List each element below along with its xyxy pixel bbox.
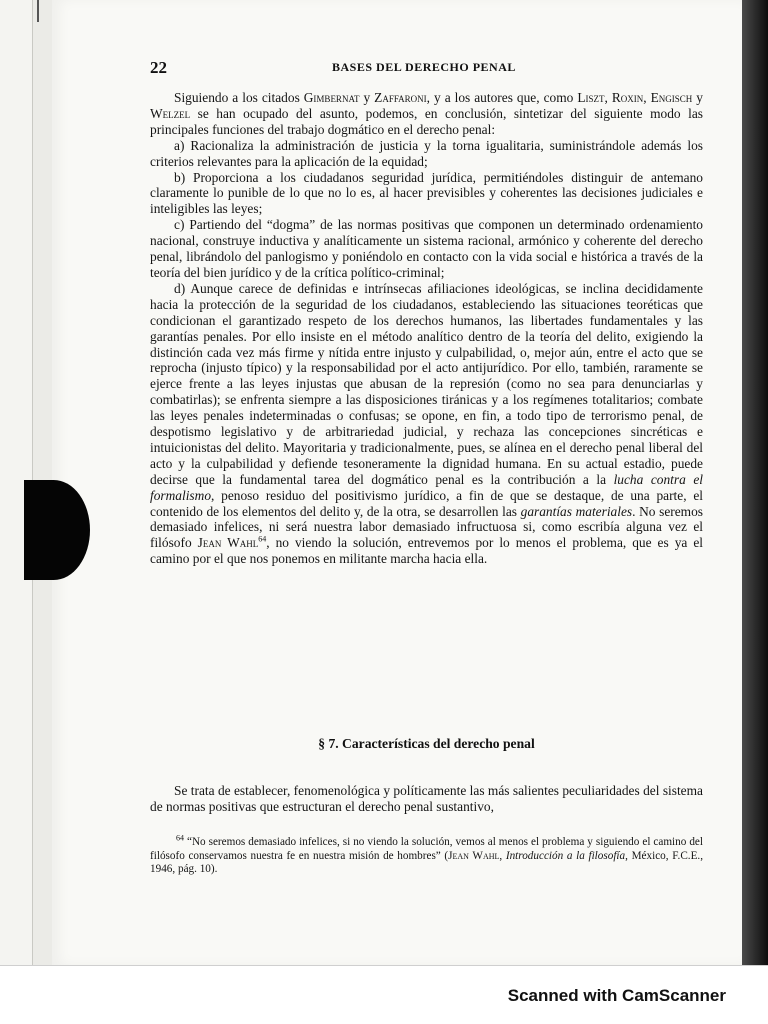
footnote-citation: , México, F.C.E., 1946, pág. 10). xyxy=(150,849,704,876)
intro-mid: , y a los autores que, como xyxy=(426,90,578,105)
page-edge-shadow xyxy=(742,0,768,965)
footnote-book-title: Introducción a la filosofía xyxy=(505,849,626,862)
author-jean-wahl: Jean Wahl xyxy=(197,535,259,551)
section-heading: § 7. Características del derecho penal xyxy=(318,736,535,751)
body-text xyxy=(150,90,703,567)
camscanner-watermark: Scanned with CamScanner xyxy=(507,986,726,1005)
running-head: BASES DEL DERECHO PENAL xyxy=(332,60,516,74)
item-d-italic2: garantías materiales xyxy=(520,503,633,519)
binding-mark xyxy=(37,0,39,22)
list-item-d xyxy=(150,281,703,567)
comma: , xyxy=(499,849,506,862)
footnote-marker: 64 xyxy=(176,833,184,843)
footnote xyxy=(150,833,704,877)
section-intro xyxy=(150,783,703,815)
item-d-part2: , penoso residuo del positivismo jurídico, a fin de que se destaque, de una parte, el contenido de los elementos del delito y, de la otra, se desarrollen las xyxy=(150,487,703,519)
footnote-text xyxy=(150,833,704,877)
conj: y xyxy=(359,90,375,105)
author-welzel: Welzel xyxy=(150,105,191,121)
author-gimbernat: Gimbernat xyxy=(303,90,360,105)
item-d-part3: . No seremos demasiado infelices, ni será nuestra labor demasiado infructuosa si, como escribía alguna vez el filósofo xyxy=(150,503,704,551)
footnote-reference: 64 xyxy=(258,534,267,544)
page-header xyxy=(150,58,703,82)
footnote-author: Jean Wahl xyxy=(448,849,500,862)
author-liszt: Liszt xyxy=(577,90,605,105)
footnote-quote: “No seremos demasiado infelices, si no viendo la solución, vemos al menos el problema y siguiendo el camino del filósofo conservamos nuestra fe en nuestra misión de hombres” ( xyxy=(150,836,703,862)
page-number: 22 xyxy=(150,58,167,77)
comma: , xyxy=(643,90,651,105)
list-item-c: c) Partiendo del “dogma” de las normas positivas que componen un determinado ordenamiento nacional, construye inductiva y analíticamente un sistema racional, armónico y coherente del derecho penal, librándolo del panlogismo y poniéndolo en contacto con la vida social e histórica a través de la teoría del bien jurídico y de la crítica político-criminal; xyxy=(150,217,703,280)
intro-lead: Siguiendo a los citados xyxy=(174,90,304,105)
intro-paragraph xyxy=(150,90,703,138)
scan-bottom-edge xyxy=(0,965,768,966)
intro-rest: se han ocupado del asunto, podemos, en conclusión, sintetizar del siguiente modo las principales funciones del trabajo dogmático en el derecho penal: xyxy=(150,105,703,137)
author-engisch: Engisch xyxy=(650,90,693,105)
author-roxin: Roxin xyxy=(611,90,644,105)
section-intro-text: Se trata de establecer, fenomenológica y políticamente las más salientes peculiaridades del sistema de normas positivas que estructuran el derecho penal sustantivo, xyxy=(150,783,703,814)
conj: y xyxy=(692,90,703,105)
item-d-part1: d) Aunque carece de definidas e intrínsecas afiliaciones ideológicas, se inclina decididamente hacia la protección de la seguridad de los ciudadanos, estableciendo las situaciones teoréticas que condicionan el garantizado respeto de los derechos humanos, las libertades fundamentales y las garantías penales. Por ello insiste en el método analítico dentro de la teoría del delito, exigiendo la distinción cada vez más firme y nítida entre injusto y culpabilidad, o, mejor aún, entre el acto que se reprocha (injusto típico) y la responsabilidad por el acto antijurídico. Por ello, también, raramente se ejerce frente a las leyes injustas que abusan de la represión (como no sea para denunciarlas y combatirlas); se enfrenta siempre a las disposiciones tiránicas y a los regímenes totalitarios; combate las leyes penales indeterminadas o confusas; se opone, en fin, a todo tipo de terrorismo penal, de despotismo legislativo y de arbitrariedad judicial, y rechaza las concepciones sincréticas e intuicionistas del delito. Mayoritaria y tradicionalmente, pues, se alínea en el derecho penal liberal del acto y la culpabilidad y defiende tesoneramente la dignidad humana. En su actual estadio, puede decirse que la fundamental tarea del dogmático penal es la contribución a la xyxy=(150,280,703,487)
list-item-b: b) Proporciona a los ciudadanos seguridad jurídica, permitiéndoles distinguir de antemano claramente lo punible de lo que no lo es, al hacer previsibles y coherentes las decisiones judiciales e inteligibles las leyes; xyxy=(150,169,703,217)
author-zaffaroni: Zaffaroni xyxy=(374,90,427,105)
item-d-part4: , no viendo la solución, entrevemos por lo menos el problema, que es ya el camino por el que nos ponemos en militante marcha hacia ella. xyxy=(150,535,703,567)
list-item-a: a) Racionaliza la administración de justicia y la torna igualitaria, suministrándole además los criterios relevantes para la aplicación de la equidad; xyxy=(150,137,703,169)
comma: , xyxy=(604,90,612,105)
item-d-italic1: lucha contra el formalismo xyxy=(150,471,703,503)
